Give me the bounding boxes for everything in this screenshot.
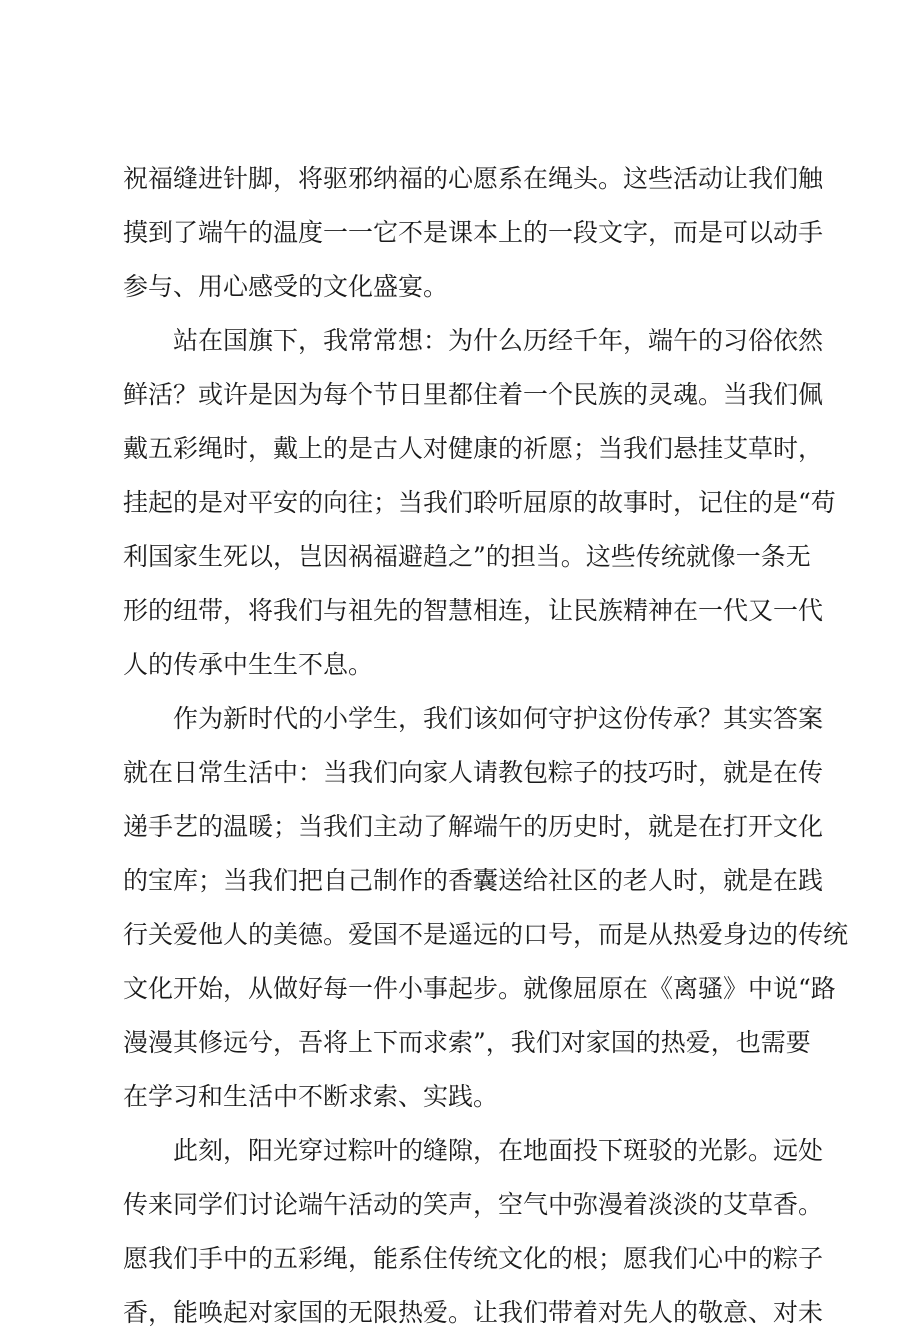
text-line: 愿我们手中的五彩绳，能系住传统文化的根；愿我们心中的粽子 — [123, 1244, 824, 1273]
text-line: 文化开始，从做好每一件小事起步。就像屈原在《离骚》中说“路 — [123, 974, 836, 1003]
text-line: 摸到了端午的温度一一它不是课本上的一段文字，而是可以动手 — [123, 218, 824, 247]
text-line: 漫漫其修远兮，吾将上下而求索”，我们对家国的热爱，也需要 — [123, 1028, 811, 1057]
text-line: 行关爱他人的美德。爱国不是遥远的口号，而是从热爱身边的传统 — [123, 920, 849, 949]
text-line: 形的纽带，将我们与祖先的智慧相连，让民族精神在一代又一代 — [123, 596, 824, 625]
text-line: 鲜活？或许是因为每个节日里都住着一个民族的灵魂。当我们佩 — [123, 380, 824, 409]
text-line: 人的传承中生生不息。 — [123, 650, 374, 679]
text-line: 传来同学们讨论端午活动的笑声，空气中弥漫着淡淡的艾草香。 — [123, 1190, 824, 1219]
text-line: 递手艺的温暖；当我们主动了解端午的历史时，就是在打开文化 — [123, 812, 824, 841]
text-line: 挂起的是对平安的向往；当我们聆听屈原的故事时，记住的是“苟 — [123, 488, 836, 517]
text-line: 祝福缝进针脚，将驱邪纳福的心愿系在绳头。这些活动让我们触 — [123, 164, 824, 193]
text-line: 香，能唤起对家国的无限热爱。让我们带着对先人的敬意、对未 — [123, 1298, 824, 1327]
text-line: 参与、用心感受的文化盛宴。 — [123, 272, 449, 301]
text-line: 利国家生死以，岂因祸福避趋之”的担当。这些传统就像一条无 — [123, 542, 811, 571]
body-text — [123, 152, 849, 1340]
paragraph-first-line: 作为新时代的小学生，我们该如何守护这份传承？其实答案 — [173, 704, 824, 733]
paragraph-first-line: 此刻，阳光穿过粽叶的缝隙，在地面投下斑驳的光影。远处 — [173, 1136, 824, 1165]
text-line: 的宝库；当我们把自己制作的香囊送给社区的老人时，就是在践 — [123, 866, 824, 895]
text-line: 戴五彩绳时，戴上的是古人对健康的祈愿；当我们悬挂艾草时， — [123, 434, 824, 463]
text-line: 就在日常生活中：当我们向家人请教包粽子的技巧时，就是在传 — [123, 758, 824, 787]
text-line: 在学习和生活中不断求索、实践。 — [123, 1082, 499, 1111]
paragraph-first-line: 站在国旗下，我常常想：为什么历经千年，端午的习俗依然 — [173, 326, 824, 355]
